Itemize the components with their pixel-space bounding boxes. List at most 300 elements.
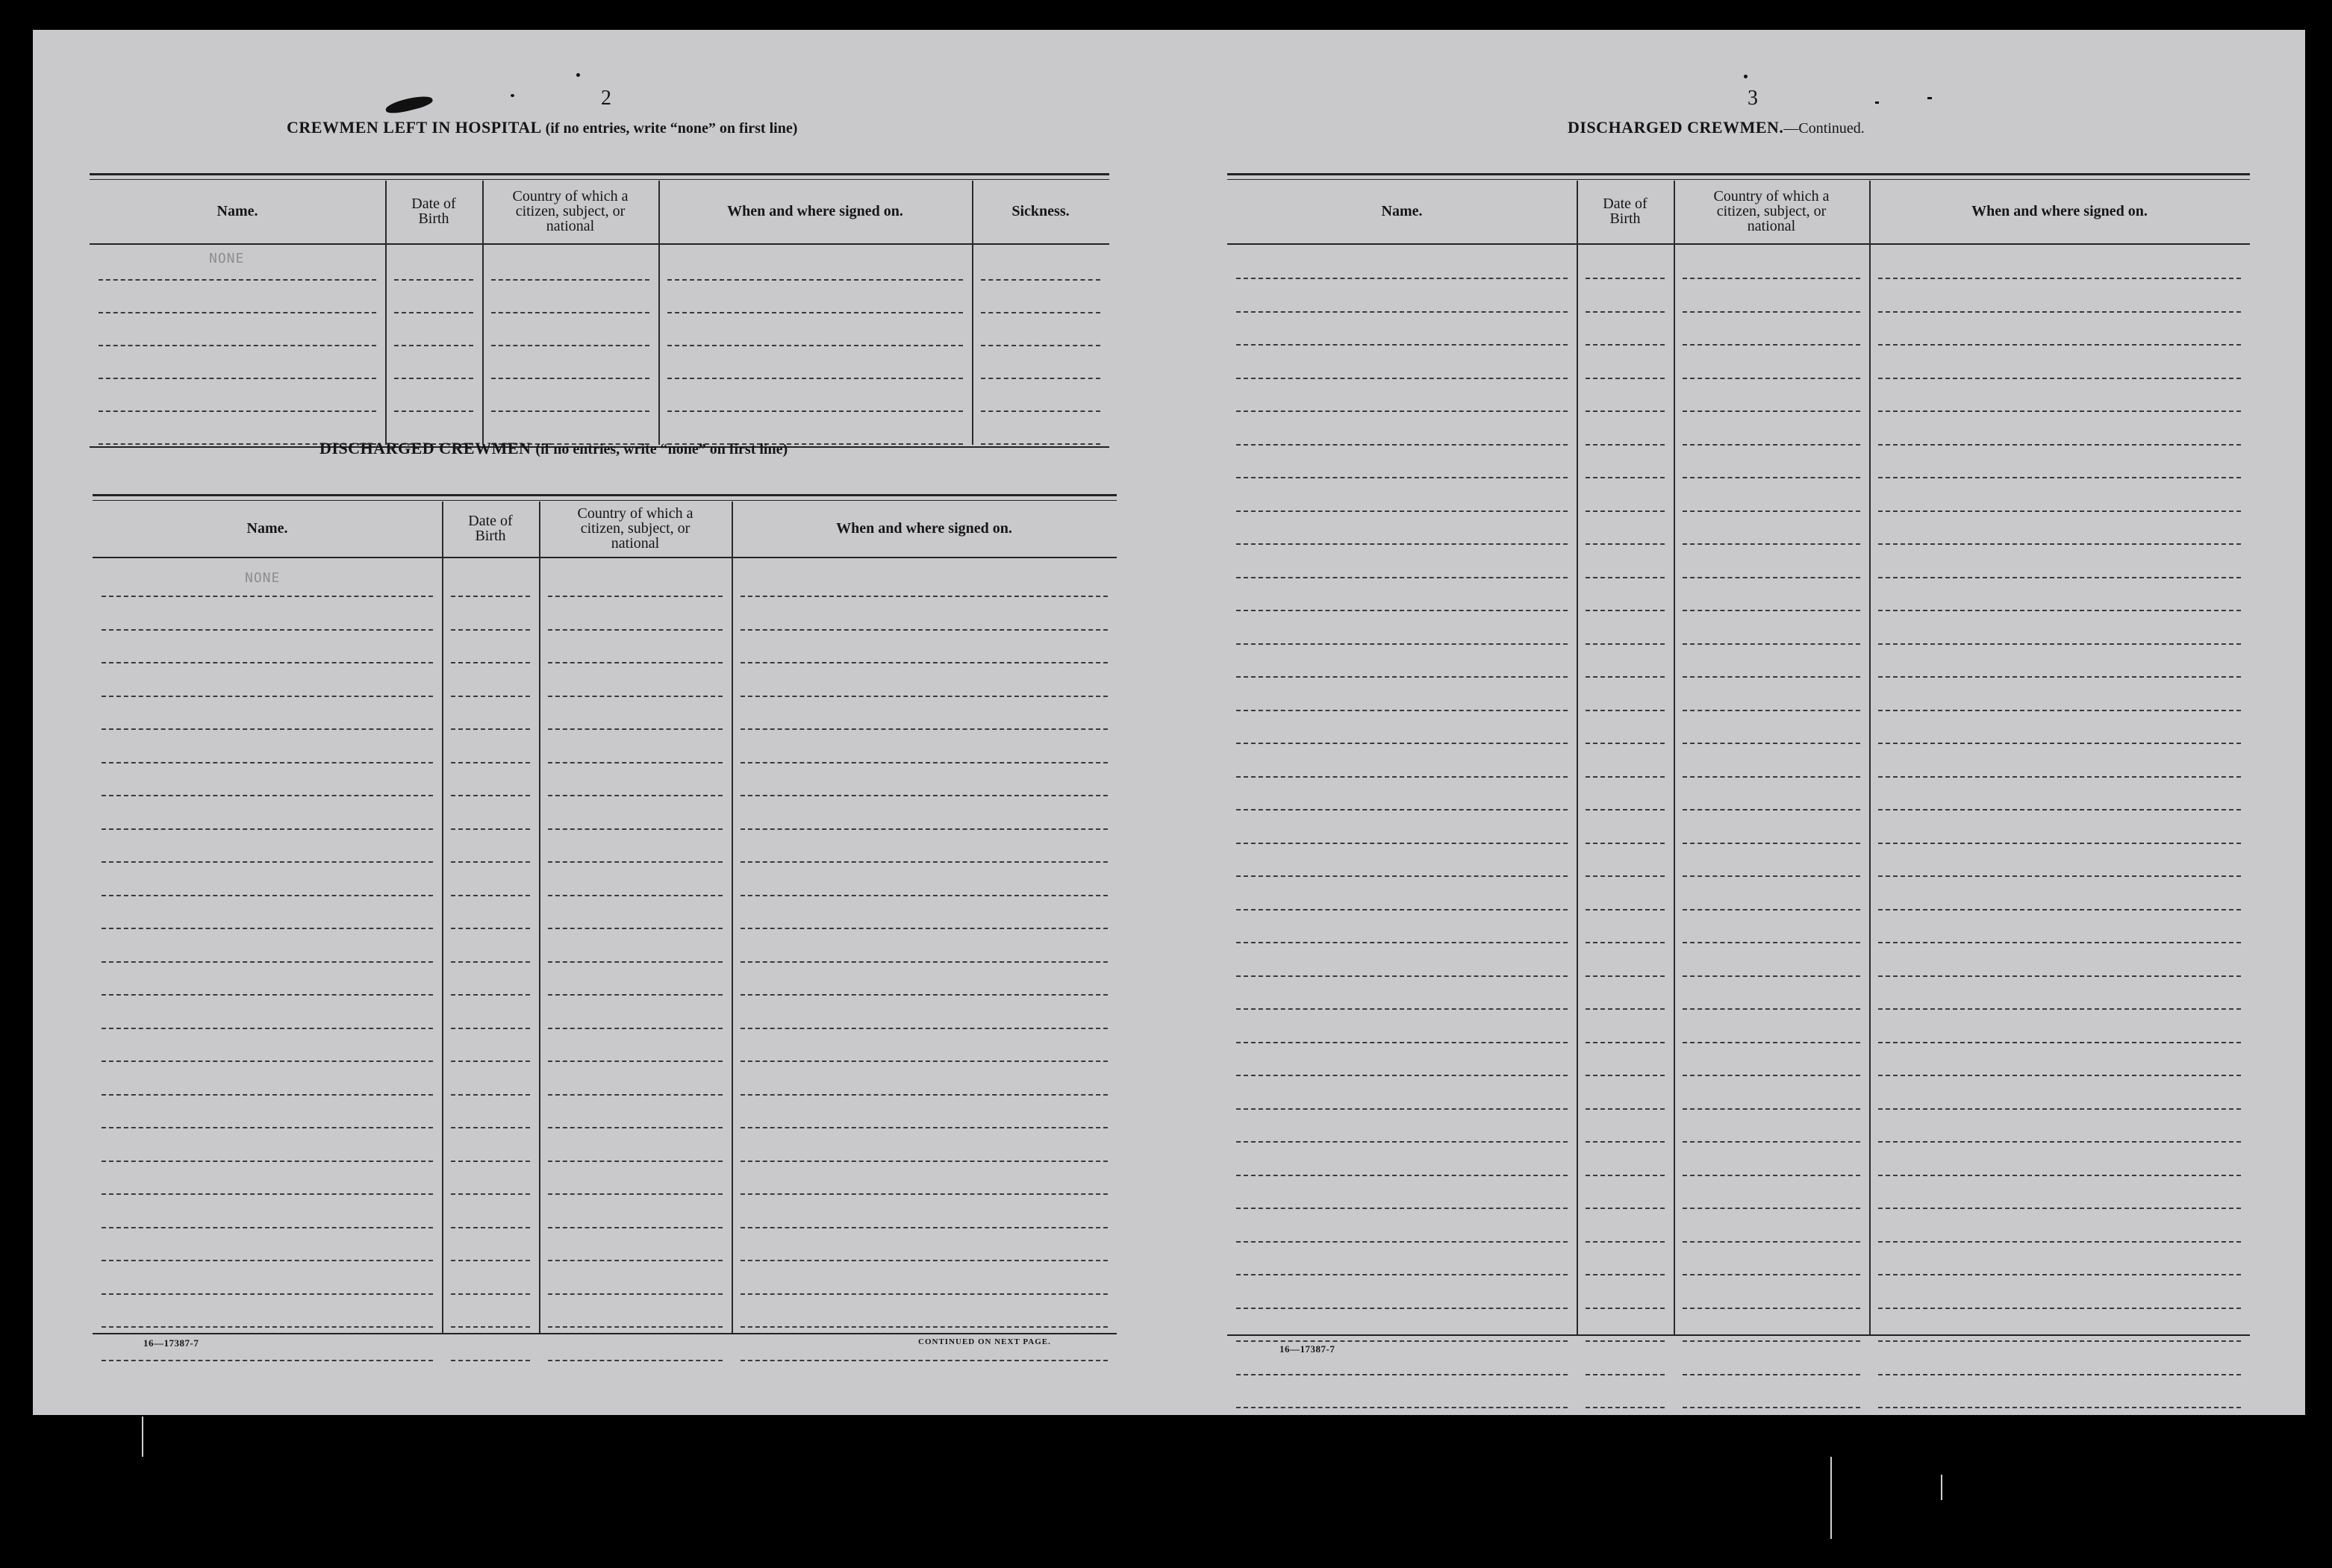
form-row-cell xyxy=(1683,543,1860,545)
form-row-cell xyxy=(1586,510,1665,512)
form-row-cell xyxy=(1586,809,1665,810)
form-row-cell xyxy=(451,1193,530,1195)
form-row-cell xyxy=(1878,1208,2241,1209)
form-row-cell xyxy=(102,994,433,996)
form-row-cell xyxy=(451,895,530,896)
form-row-cell xyxy=(1586,1308,1665,1309)
form-row-cell xyxy=(1586,610,1665,611)
form-row-cell xyxy=(548,629,723,631)
form-row-cell xyxy=(1586,1175,1665,1176)
form-row-cell xyxy=(451,762,530,763)
form-row-cell xyxy=(102,1193,433,1195)
form-row-cell xyxy=(1683,1108,1860,1110)
form-row-cell xyxy=(1683,1241,1860,1243)
form-row-cell xyxy=(102,1260,433,1261)
form-row-cell xyxy=(1586,1407,1665,1408)
form-row-cell xyxy=(451,1360,530,1361)
form-row-cell xyxy=(1683,743,1860,744)
form-row-cell xyxy=(741,1293,1108,1295)
form-row-cell xyxy=(1878,1141,2241,1143)
form-row-cell xyxy=(741,1094,1108,1096)
form-row-cell xyxy=(1878,1042,2241,1043)
form-row-cell xyxy=(1586,410,1665,412)
col-head-country-text: Country of which a citizen, subject, or national xyxy=(1713,188,1830,234)
col-head-date-of-birth xyxy=(1577,181,1674,242)
form-row-cell xyxy=(1878,776,2241,778)
form-row-cell xyxy=(1878,809,2241,810)
form-row-cell xyxy=(1878,1008,2241,1010)
form-row-cell xyxy=(102,1127,433,1128)
form-row-cell xyxy=(1683,942,1860,943)
form-row-cell xyxy=(548,1061,723,1062)
form-row-cell xyxy=(1878,1308,2241,1309)
form-row-cell xyxy=(102,861,433,863)
form-row-cell xyxy=(1236,875,1568,877)
form-row-cell xyxy=(102,828,433,830)
form-row-cell xyxy=(1586,843,1665,844)
form-code: 16—17387-7 xyxy=(1279,1343,1335,1355)
form-row-cell xyxy=(741,1326,1108,1328)
form-row-cell xyxy=(451,629,530,631)
form-row-cell xyxy=(99,345,376,346)
form-row-cell xyxy=(1878,444,2241,446)
form-row-cell xyxy=(1878,975,2241,977)
form-row-cell xyxy=(548,662,723,663)
form-row-cell xyxy=(1683,1042,1860,1043)
col-head-country-text: Country of which a citizen, subject, or national xyxy=(577,505,693,552)
form-row-cell xyxy=(1683,577,1860,578)
form-row-cell xyxy=(981,378,1100,379)
form-row-cell xyxy=(1878,643,2241,645)
form-row-cell xyxy=(1683,610,1860,611)
form-row-cell xyxy=(1683,809,1860,810)
col-head-country-text: Country of which a citizen, subject, or national xyxy=(512,188,629,234)
speck xyxy=(1927,97,1932,99)
form-row-cell xyxy=(741,994,1108,996)
form-row-cell xyxy=(1236,643,1568,645)
form-row-cell xyxy=(741,1360,1108,1361)
form-row-cell xyxy=(1236,1075,1568,1076)
speck xyxy=(576,73,580,77)
form-row-cell xyxy=(451,828,530,830)
form-row-cell xyxy=(451,662,530,663)
form-code: 16—17387-7 xyxy=(143,1337,199,1349)
page-number: 3 xyxy=(1748,87,1758,110)
right-page xyxy=(1182,30,2305,1415)
form-row-cell xyxy=(1878,477,2241,478)
form-row-cell xyxy=(548,795,723,796)
form-row-cell xyxy=(741,861,1108,863)
form-row-cell xyxy=(548,1293,723,1295)
form-row-cell xyxy=(1586,444,1665,446)
form-row-cell xyxy=(1683,975,1860,977)
col-head-country xyxy=(539,502,732,555)
form-row-cell xyxy=(491,345,649,346)
form-row-cell xyxy=(451,961,530,963)
form-row-cell xyxy=(1586,1008,1665,1010)
form-row-cell xyxy=(548,928,723,929)
form-row-cell xyxy=(451,728,530,730)
form-row-cell xyxy=(981,345,1100,346)
hospital-first-entry: NONE xyxy=(209,251,245,266)
form-row-cell xyxy=(1236,942,1568,943)
form-row-cell xyxy=(548,961,723,963)
form-row-cell xyxy=(667,378,963,379)
discharged-title-main: DISCHARGED CREWMEN xyxy=(319,439,531,457)
form-row-cell xyxy=(1683,843,1860,844)
form-row-cell xyxy=(1878,311,2241,313)
form-row-cell xyxy=(1683,444,1860,446)
form-row-cell xyxy=(1586,676,1665,678)
form-row-cell xyxy=(1236,543,1568,545)
form-row-cell xyxy=(1586,311,1665,313)
form-row-cell xyxy=(1586,1075,1665,1076)
form-row-cell xyxy=(981,443,1100,445)
col-head-signed-on: When and where signed on. xyxy=(1971,203,2148,219)
form-row-cell xyxy=(1878,1108,2241,1110)
form-row-cell xyxy=(102,928,433,929)
form-row-cell xyxy=(451,861,530,863)
form-row-cell xyxy=(1236,676,1568,678)
form-row-cell xyxy=(1586,543,1665,545)
form-row-cell xyxy=(548,1227,723,1228)
form-row-cell xyxy=(1586,1042,1665,1043)
form-row-cell xyxy=(1586,1208,1665,1209)
form-row-cell xyxy=(394,312,473,313)
form-row-cell xyxy=(1236,477,1568,478)
form-row-cell xyxy=(102,1094,433,1096)
form-row-cell xyxy=(548,895,723,896)
form-row-cell xyxy=(394,279,473,281)
col-head-name: Name. xyxy=(246,520,288,537)
form-row-cell xyxy=(1236,577,1568,578)
form-row-cell xyxy=(102,1161,433,1162)
form-row-cell xyxy=(394,378,473,379)
col-head-date-of-birth xyxy=(385,181,482,242)
form-row-cell xyxy=(1878,543,2241,545)
form-row-cell xyxy=(99,279,376,281)
form-row-cell xyxy=(1586,710,1665,711)
form-row-cell xyxy=(1683,676,1860,678)
form-row-cell xyxy=(1878,710,2241,711)
form-row-cell xyxy=(741,1127,1108,1128)
form-row-cell xyxy=(741,662,1108,663)
hospital-section-title xyxy=(287,118,797,137)
form-row-cell xyxy=(394,345,473,346)
form-row-cell xyxy=(1683,776,1860,778)
form-row-cell xyxy=(741,728,1108,730)
form-row-cell xyxy=(1236,410,1568,412)
scan-artifact xyxy=(1941,1475,1942,1500)
form-row-cell xyxy=(102,1061,433,1062)
discharged-first-entry: NONE xyxy=(245,570,281,586)
form-row-cell xyxy=(1878,942,2241,943)
form-row-cell xyxy=(1683,311,1860,313)
hospital-table xyxy=(90,142,1109,448)
form-row-cell xyxy=(981,410,1100,412)
form-row-cell xyxy=(1878,577,2241,578)
form-row-cell xyxy=(1878,1175,2241,1176)
form-row-cell xyxy=(102,1360,433,1361)
form-row-cell xyxy=(1236,1274,1568,1275)
form-row-cell xyxy=(741,1193,1108,1195)
speck xyxy=(511,94,514,97)
form-row-cell xyxy=(548,1127,723,1128)
discharged-section-title xyxy=(319,439,788,458)
form-row-cell xyxy=(1683,875,1860,877)
form-row-cell xyxy=(451,1293,530,1295)
form-row-cell xyxy=(1586,1374,1665,1375)
form-row-cell xyxy=(102,1028,433,1029)
form-row-cell xyxy=(451,1161,530,1162)
form-row-cell xyxy=(741,762,1108,763)
form-row-cell xyxy=(99,378,376,379)
form-row-cell xyxy=(102,596,433,597)
form-row-cell xyxy=(741,1227,1108,1228)
form-row-cell xyxy=(1236,1208,1568,1209)
form-row-cell xyxy=(1236,610,1568,611)
form-row-cell xyxy=(548,1193,723,1195)
form-row-cell xyxy=(1586,776,1665,778)
form-row-cell xyxy=(451,596,530,597)
discharged-title-note: (if no entries, write “none” on first line) xyxy=(535,441,788,457)
form-row-cell xyxy=(451,1127,530,1128)
continued-note: CONTINUED ON NEXT PAGE. xyxy=(918,1337,1051,1346)
col-head-date-of-birth-text: Date of Birth xyxy=(468,513,513,544)
form-row-cell xyxy=(981,312,1100,313)
scan-artifact xyxy=(142,1416,143,1457)
form-row-cell xyxy=(1878,1274,2241,1275)
form-row-cell xyxy=(1586,875,1665,877)
form-row-cell xyxy=(1586,477,1665,478)
form-row-cell xyxy=(1683,710,1860,711)
form-row-cell xyxy=(1878,676,2241,678)
col-head-date-of-birth-text: Date of Birth xyxy=(1603,196,1647,227)
form-row-cell xyxy=(451,1326,530,1328)
form-row-cell xyxy=(1878,843,2241,844)
form-row-cell xyxy=(548,728,723,730)
continued-table xyxy=(1227,142,2250,1336)
form-row-cell xyxy=(1683,1175,1860,1176)
form-row-cell xyxy=(451,1260,530,1261)
form-row-cell xyxy=(491,410,649,412)
form-row-cell xyxy=(741,1260,1108,1261)
form-row-cell xyxy=(1586,743,1665,744)
col-head-date-of-birth-text: Date of Birth xyxy=(411,196,456,227)
form-row-cell xyxy=(1236,378,1568,379)
form-row-cell xyxy=(1878,344,2241,346)
form-row-cell xyxy=(1236,1141,1568,1143)
form-row-cell xyxy=(741,895,1108,896)
form-row-cell xyxy=(102,629,433,631)
col-head-country xyxy=(1674,181,1869,242)
form-row-cell xyxy=(981,279,1100,281)
form-row-cell xyxy=(1683,510,1860,512)
form-row-cell xyxy=(1236,1108,1568,1110)
form-row-cell xyxy=(99,312,376,313)
form-row-cell xyxy=(1878,378,2241,379)
form-row-cell xyxy=(741,961,1108,963)
form-row-cell xyxy=(548,1161,723,1162)
left-page xyxy=(33,30,1153,1415)
form-row-cell xyxy=(1878,1241,2241,1243)
form-row-cell xyxy=(491,279,649,281)
form-row-cell xyxy=(548,861,723,863)
form-row-cell xyxy=(102,795,433,796)
form-row-cell xyxy=(1683,643,1860,645)
form-row-cell xyxy=(548,1326,723,1328)
form-row-cell xyxy=(1236,710,1568,711)
form-row-cell xyxy=(451,1227,530,1228)
form-row-cell xyxy=(548,828,723,830)
form-row-cell xyxy=(1683,477,1860,478)
form-row-cell xyxy=(102,895,433,896)
form-row-cell xyxy=(1683,1407,1860,1408)
form-row-cell xyxy=(1683,1208,1860,1209)
form-row-cell xyxy=(1586,975,1665,977)
form-row-cell xyxy=(741,795,1108,796)
form-row-cell xyxy=(1683,1141,1860,1143)
form-row-cell xyxy=(102,696,433,697)
scan-artifact xyxy=(1830,1457,1832,1539)
form-row-cell xyxy=(102,1293,433,1295)
form-row-cell xyxy=(1683,1075,1860,1076)
form-row-cell xyxy=(1878,1407,2241,1408)
form-row-cell xyxy=(1236,344,1568,346)
form-row-cell xyxy=(741,1061,1108,1062)
form-row-cell xyxy=(548,1028,723,1029)
col-head-country xyxy=(482,181,658,242)
form-row-cell xyxy=(1683,278,1860,279)
form-row-cell xyxy=(1586,942,1665,943)
form-row-cell xyxy=(1586,278,1665,279)
form-row-cell xyxy=(548,696,723,697)
form-row-cell xyxy=(1683,1340,1860,1342)
col-head-date-of-birth xyxy=(442,502,539,555)
form-row-cell xyxy=(1586,1141,1665,1143)
form-row-cell xyxy=(1878,410,2241,412)
form-row-cell xyxy=(1683,1374,1860,1375)
form-row-cell xyxy=(1236,1175,1568,1176)
hospital-title-note: (if no entries, write “none” on first line) xyxy=(545,120,798,137)
form-row-cell xyxy=(1236,1042,1568,1043)
form-row-cell xyxy=(102,762,433,763)
col-head-sickness: Sickness. xyxy=(1011,203,1070,219)
discharged-table xyxy=(93,463,1117,1336)
page-number: 2 xyxy=(601,87,611,110)
form-row-cell xyxy=(741,1028,1108,1029)
form-row-cell xyxy=(1586,909,1665,910)
form-row-cell xyxy=(1236,1008,1568,1010)
form-row-cell xyxy=(1586,577,1665,578)
right-section-title xyxy=(1568,118,1865,137)
form-row-cell xyxy=(741,1161,1108,1162)
form-row-cell xyxy=(1586,1108,1665,1110)
form-row-cell xyxy=(1236,843,1568,844)
form-row-cell xyxy=(1878,610,2241,611)
form-row-cell xyxy=(1683,909,1860,910)
right-title-main: DISCHARGED CREWMEN. xyxy=(1568,118,1784,137)
form-row-cell xyxy=(1586,643,1665,645)
form-row-cell xyxy=(667,312,963,313)
form-row-cell xyxy=(1878,278,2241,279)
speck xyxy=(1875,101,1879,104)
form-row-cell xyxy=(1236,278,1568,279)
form-row-cell xyxy=(667,410,963,412)
form-row-cell xyxy=(451,928,530,929)
form-row-cell xyxy=(451,1094,530,1096)
form-row-cell xyxy=(1683,1308,1860,1309)
form-row-cell xyxy=(1236,510,1568,512)
form-row-cell xyxy=(1236,909,1568,910)
form-row-cell xyxy=(1878,1075,2241,1076)
form-row-cell xyxy=(1236,743,1568,744)
form-row-cell xyxy=(1878,875,2241,877)
col-head-signed-on: When and where signed on. xyxy=(836,520,1012,537)
col-head-name: Name. xyxy=(216,203,258,219)
form-row-cell xyxy=(1586,344,1665,346)
form-row-cell xyxy=(1683,1274,1860,1275)
form-row-cell xyxy=(451,696,530,697)
form-row-cell xyxy=(1236,1241,1568,1243)
form-row-cell xyxy=(451,795,530,796)
form-row-cell xyxy=(1683,378,1860,379)
form-row-cell xyxy=(1236,1407,1568,1408)
hospital-title-main: CREWMEN LEFT IN HOSPITAL xyxy=(287,118,541,137)
form-row-cell xyxy=(1586,378,1665,379)
form-row-cell xyxy=(102,1227,433,1228)
form-row-cell xyxy=(1236,1308,1568,1309)
form-row-cell xyxy=(1236,975,1568,977)
form-row-cell xyxy=(741,928,1108,929)
form-row-cell xyxy=(741,696,1108,697)
form-row-cell xyxy=(741,828,1108,830)
form-row-cell xyxy=(1683,1008,1860,1010)
form-row-cell xyxy=(451,1028,530,1029)
form-row-cell xyxy=(1586,1274,1665,1275)
form-row-cell xyxy=(1236,809,1568,810)
form-row-cell xyxy=(1878,1340,2241,1342)
form-row-cell xyxy=(1236,444,1568,446)
right-title-suffix: —Continued. xyxy=(1783,120,1865,137)
form-row-cell xyxy=(491,312,649,313)
form-row-cell xyxy=(1236,1340,1568,1342)
form-row-cell xyxy=(451,994,530,996)
form-row-cell xyxy=(1878,743,2241,744)
form-row-cell xyxy=(102,961,433,963)
speck xyxy=(1744,75,1748,78)
form-row-cell xyxy=(102,728,433,730)
form-row-cell xyxy=(1683,410,1860,412)
form-row-cell xyxy=(491,378,649,379)
form-row-cell xyxy=(548,596,723,597)
form-row-cell xyxy=(99,410,376,412)
form-row-cell xyxy=(667,279,963,281)
col-head-signed-on: When and where signed on. xyxy=(727,203,903,219)
form-row-cell xyxy=(1586,1340,1665,1342)
form-row-cell xyxy=(1878,510,2241,512)
col-head-name: Name. xyxy=(1381,203,1423,219)
form-row-cell xyxy=(548,1260,723,1261)
form-row-cell xyxy=(102,662,433,663)
form-row-cell xyxy=(1878,909,2241,910)
form-row-cell xyxy=(102,1326,433,1328)
form-row-cell xyxy=(1236,776,1568,778)
form-row-cell xyxy=(548,1360,723,1361)
form-row-cell xyxy=(667,345,963,346)
form-row-cell xyxy=(1236,311,1568,313)
form-row-cell xyxy=(1878,1374,2241,1375)
